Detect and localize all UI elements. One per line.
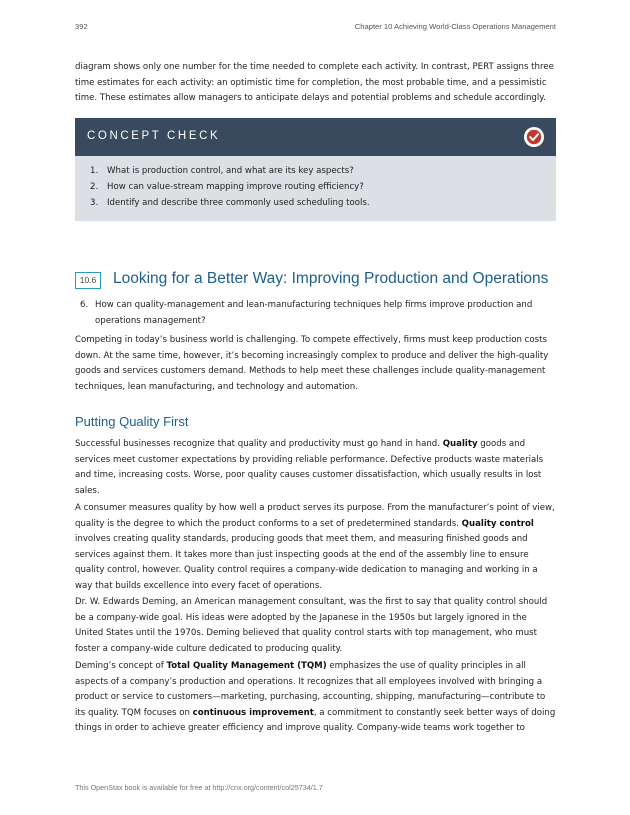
learning-objective	[75, 298, 556, 329]
term-quality: Quality	[442, 439, 478, 449]
list-item-number: 1.	[90, 166, 99, 176]
section-title: Looking for a Better Way: Improving Production and Operations	[113, 270, 549, 287]
learning-objective-text: How can quality-management and lean-manufacturing techniques help firms improve production and operations management?	[95, 300, 533, 326]
subsection-title: Putting Quality First	[75, 414, 189, 429]
paragraph-2: A consumer measures quality by how well a product serves its purpose. From the manufacturer’s point of view, quality is the degree to which the product conforms to a set of predetermined standards. Quality control involves creating quality standards, producing goods that meet them, and measuring finished goods and services against them. It takes more than just inspecting goods at the end of the assembly line to ensure quality control, however. Quality control requires a company-wide dedication to managing and working in a way that builds excellence into every facet of operations.	[75, 503, 555, 591]
footer-note: This OpenStax book is available for free at http://cnx.org/content/col25734/1.7	[75, 783, 323, 792]
chapter-title: Chapter 10 Achieving World-Class Operations Management	[354, 22, 556, 31]
page-number: 392	[75, 22, 88, 31]
list-item-number: 3.	[90, 198, 99, 208]
concept-check-title: CONCEPT CHECK	[87, 130, 221, 142]
concept-check-box	[75, 118, 556, 221]
intro-paragraph: diagram shows only one number for the time needed to complete each activity. In contrast, PERT assigns three time estimates for each activity: an optimistic time for completion, the most probable time, and a pessimistic time. These estimates allow managers to anticipate delays and potential problems and schedule accordingly.	[75, 62, 554, 103]
paragraph-4-block	[75, 659, 556, 737]
list-item-text: Identify and describe three commonly used scheduling tools.	[107, 198, 370, 208]
paragraph-1-block	[75, 437, 556, 499]
list-item	[75, 179, 556, 195]
concept-check-header	[75, 118, 556, 156]
section-number-badge: 10.6	[75, 272, 101, 289]
paragraph-3: Dr. W. Edwards Deming, an American management consultant, was the first to say that quality control should be a company-wide goal. His ideas were adopted by the Japanese in the 1950s but largely ignored in the United States until the 1970s. Deming believed that quality control starts with top management, who must foster a company-wide culture dedicated to producing quality.	[75, 597, 548, 654]
checkmark-circle-icon	[524, 127, 544, 147]
paragraph-4: Deming’s concept of Total Quality Management (TQM) emphasizes the use of quality principles in all aspects of a company’s production and operations. It recognizes that all employees involved with bringing a product or service to customers—marketing, purchasing, accounting, shipping, manufacturing—contribute to its quality. TQM focuses on continuous improvement, a commitment to constantly seek better ways of doing things in order to achieve greater efficiency and improve quality. Company-wide teams work together to	[75, 661, 556, 733]
list-item	[75, 195, 556, 211]
list-item	[75, 163, 556, 179]
paragraph-2-block	[75, 501, 556, 594]
section-intro-block	[75, 333, 556, 395]
list-item-text: How can value-stream mapping improve routing efficiency?	[107, 182, 364, 192]
check-accent	[527, 130, 541, 144]
intro-paragraph-block	[75, 60, 556, 107]
learning-objective-number: 6.	[80, 300, 89, 310]
paragraph-1: Successful businesses recognize that quality and productivity must go hand in hand. Quality goods and services meet customer expectations by providing reliable performance. Defective products waste materials and time, increasing costs. Worse, poor quality causes customer dissatisfaction, which usually results in lost sales.	[75, 439, 544, 496]
list-item-number: 2.	[90, 182, 99, 192]
section-intro-paragraph: Competing in today’s business world is challenging. To compete effectively, firms must keep production costs down. At the same time, however, it’s becoming increasingly complex to produce and deliver the high-quality goods and services customers demand. Methods to help meet these challenges include quality-management techniques, lean manufacturing, and technology and automation.	[75, 335, 549, 392]
concept-check-list	[75, 156, 556, 211]
section-heading	[75, 270, 556, 292]
concept-check-body	[75, 156, 556, 221]
list-item-text: What is production control, and what are its key aspects?	[107, 166, 354, 176]
paragraph-3-block	[75, 595, 556, 657]
term-tqm: Total Quality Management (TQM)	[166, 661, 327, 671]
term-continuous-improvement: continuous improvement	[192, 707, 314, 718]
term-quality-control: Quality control	[461, 518, 534, 529]
